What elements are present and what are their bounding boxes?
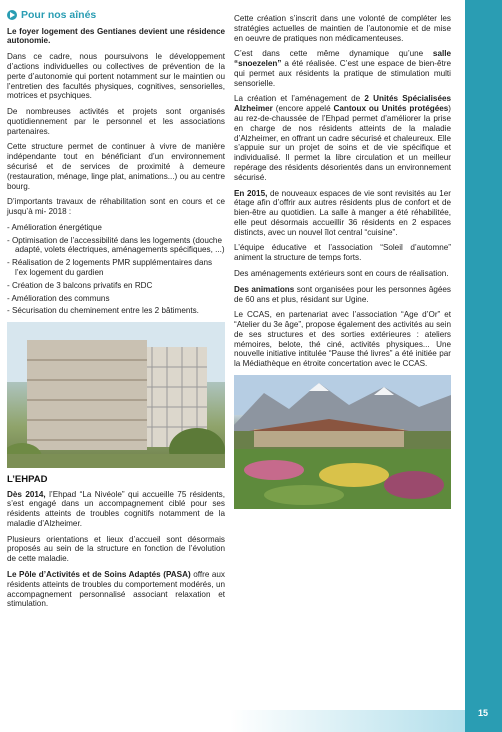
paragraph-2: De nombreuses activités et projets sont organisés quotidiennement par le personnel et les associations partenaires. <box>7 107 225 136</box>
list-item: - Amélioration des communs <box>7 294 225 304</box>
intro-paragraph: Le foyer logement des Gentianes devient une résidence autonomie. <box>7 26 225 46</box>
list-item: - Sécurisation du cheminement entre les 2 bâtiments. <box>7 306 225 316</box>
list-item: - Amélioration énergétique <box>7 223 225 233</box>
arrow-bullet-icon <box>7 10 17 20</box>
year-2015-paragraph <box>234 189 451 238</box>
ccas-paragraph: Le CCAS, en partenariat avec l’association “Age d’Or” et “Atelier du 3e âge”, propose également des activités au sein de ses structures et des sorties extérieures : ateliers mémoires, belote, thé ciné, activités physiques... Une nouvelle initiative intitulée “Pause thé livres” a été initiée par la Médiathèque en étroite concertation avec le CCAS. <box>234 310 451 369</box>
cantoux-term: Cantoux ou Unités protégées <box>333 104 449 114</box>
text-span: ) au rez-de-chaussée de l’Ehpad permet d’améliorer la prise en charge de nos résidents atteints de la maladie d’Alzheimer, en offrant un cadre sécurisé et chaleureux. Elle s’appuie sur un projet de soins et de vie spécifique et individualisé. Il permet la libre circulation et un meilleur repérage des résidents désorientés dans un environnement sécurisé. <box>234 104 451 182</box>
works-list <box>7 223 225 316</box>
text-span: a été réalisée. C’est une espace de bien-être qui permet aux résidents la pratique de stimulation multi sensorielle. <box>234 59 451 88</box>
text-span: (encore appelé <box>272 104 334 114</box>
ehpad-date: Dès 2014, <box>7 489 46 499</box>
text-span: La création et l’aménagement de <box>234 94 365 104</box>
building-illustration <box>7 322 225 468</box>
right-paragraph-1: Cette création s’inscrit dans une volonté de compléter les stratégies actuelles de maintien de l’autonomie et de mise en oeuvre de pratiques non médicamenteuses. <box>234 14 451 43</box>
text-span: C’est dans cette même dynamique qu’une <box>234 49 433 59</box>
ehpad-text: l’Ehpad “La Nivéole” qui accueille 75 résidents, s’est engagé dans un accompagnement ciblé pour ses résidents atteints de troubles cognitifs notamment de la maladie d’Alzheimer. <box>7 489 225 528</box>
list-item: - Optimisation de l’accessibilité dans les logements (douche adapté, volets électriques, aménagements spécifiques, ...) <box>7 236 225 256</box>
text-span: sont organisées pour les personnes âgées de 60 ans et plus, résidant sur Ugine. <box>234 284 451 304</box>
list-item: - Réalisation de 2 logements PMR supplémentaires dans l’ex logement du gardien <box>7 258 225 278</box>
paragraph-4: D’importants travaux de réhabilitation sont en cours et ce jusqu’à mi- 2018 : <box>7 197 225 217</box>
garden-illustration <box>234 375 451 509</box>
animations-paragraph <box>234 285 451 305</box>
left-column <box>7 0 225 615</box>
pasa-title: Le Pôle d’Activités et de Soins Adaptés (PASA) <box>7 569 191 579</box>
pasa-paragraph <box>7 570 225 609</box>
team-paragraph: L’équipe éducative et l’association “Soleil d’automne” animent la structure de temps forts. <box>234 243 451 263</box>
ehpad-title: L’EHPAD <box>7 474 48 486</box>
snoezelen-term: salle “snoezelen” <box>234 49 451 69</box>
page-number: 15 <box>477 708 488 718</box>
building-photo <box>7 322 225 468</box>
heading-text: Pour nos aînés <box>21 9 97 21</box>
ehpad-paragraph-2: Plusieurs orientations et lieux d’accueil sont désormais proposés au sein de la structure en fonction de l’évolution de cette maladie. <box>7 534 225 564</box>
snoezelen-paragraph <box>234 49 451 88</box>
ehpad-paragraph-1 <box>7 490 225 529</box>
paragraph-1: Dans ce cadre, nous poursuivons le développement d’actions individuelles ou collectives de prévention de la perte d’autonomie qui portent notamment sur le maintien ou l’entretien des facultés physiques, cognitives, sensorielles, motrices et psychiques. <box>7 52 225 101</box>
garden-photo <box>234 375 451 509</box>
units-term: 2 Unités Spécialisées Alzheimer <box>234 94 451 114</box>
section-heading <box>7 9 225 22</box>
list-item: - Création de 3 balcons privatifs en RDC <box>7 281 225 291</box>
pasa-text: offre aux résidents atteints de troubles du comportement modérés, un accompagnement personnalisé associant relaxation et stimulation. <box>7 569 225 609</box>
alzheimer-paragraph <box>234 94 451 182</box>
right-column <box>234 0 451 509</box>
paragraph-3: Cette structure permet de continuer à vivre de manière indépendante tout en bénéficiant d’un environnement sécurisé et de services de proximité à demeure (restauration, ménage, linge plat, animations...) ou au centre bourg. <box>7 142 225 191</box>
accent-sidebar <box>465 0 502 732</box>
animations-term: Des animations <box>234 284 295 294</box>
outdoor-paragraph: Des aménagements extérieurs sont en cours de réalisation. <box>234 268 449 278</box>
year-term: En 2015, <box>234 188 268 198</box>
decorative-wave <box>230 710 465 732</box>
text-span: de nouveaux espaces de vie sont revisités au 1er étage afin d’offrir aux autres résidents plus de confort et de bien-être au quotidien. La salle à manger a été réhabilitée, elle peut désormais accueillir 36 résidents en 2 espaces distincts, avec un nouvel îlot central “cuisine”. <box>234 188 451 237</box>
